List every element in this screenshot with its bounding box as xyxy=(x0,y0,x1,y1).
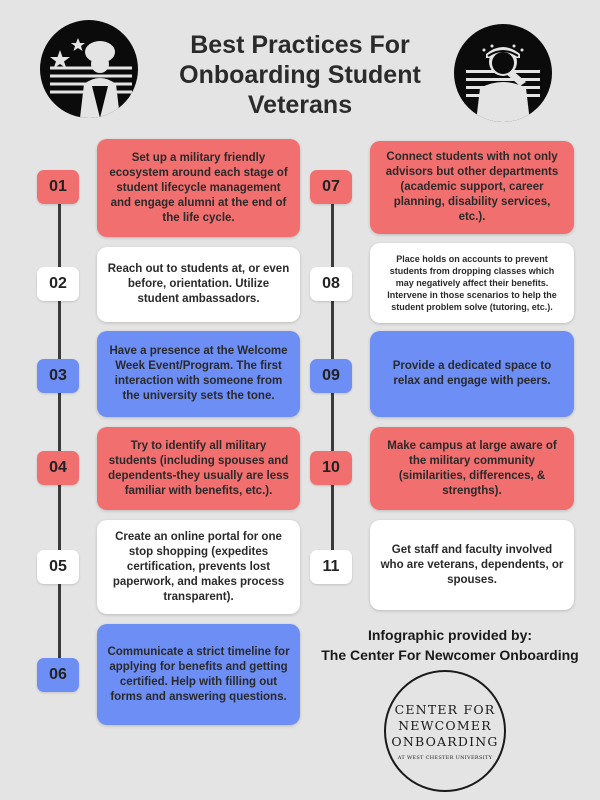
saluting-soldier-badge xyxy=(454,24,552,122)
step-number-11: 11 xyxy=(310,550,352,584)
practice-card-01: Set up a military friendly ecosystem around each stage of student lifecycle management and engage alumni at the end of the life cycle. xyxy=(97,139,300,237)
step-number-07: 07 xyxy=(310,170,352,204)
soldier-with-flag-icon xyxy=(40,20,138,118)
step-number-05: 05 xyxy=(37,550,79,584)
logo-line-2: NEWCOMER xyxy=(398,717,492,733)
practice-card-08: Place holds on accounts to prevent students from dropping classes which may negatively affect their benefits. Intervene in those scenarios to help the student problem solve (tutoring, etc.). xyxy=(370,243,574,323)
step-number-08: 08 xyxy=(310,267,352,301)
practice-card-07: Connect students with not only advisors but other departments (academic support, career planning, disability services, etc.). xyxy=(370,141,574,234)
practice-card-11: Get staff and faculty involved who are veterans, dependents, or spouses. xyxy=(370,520,574,610)
credit-organization: The Center For Newcomer Onboarding xyxy=(321,647,579,663)
credit-label: Infographic provided by: xyxy=(367,627,533,643)
practice-card-02: Reach out to students at, or even before, orientation. Utilize student ambassadors. xyxy=(97,247,300,322)
logo-line-3: ONBOARDING xyxy=(391,733,499,749)
step-number-04: 04 xyxy=(37,451,79,485)
logo-subtitle: AT WEST CHESTER UNIVERSITY xyxy=(397,754,493,761)
practice-card-06: Communicate a strict timeline for applying for benefits and getting certified. Help with filling out forms and answering questions. xyxy=(97,624,300,725)
saluting-soldier-icon xyxy=(454,24,552,122)
logo-line-1: CENTER FOR xyxy=(394,701,496,717)
step-number-01: 01 xyxy=(37,170,79,204)
practice-card-10: Make campus at large aware of the military community (similarities, differences, & strengths). xyxy=(370,427,574,510)
left-timeline-line xyxy=(58,186,61,674)
step-number-09: 09 xyxy=(310,359,352,393)
practice-card-05: Create an online portal for one stop shopping (expedites certification, prevents lost paperwork, and makes process transparent). xyxy=(97,520,300,614)
step-number-03: 03 xyxy=(37,359,79,393)
practice-card-03: Have a presence at the Welcome Week Event/Program. The first interaction with someone from the university sets the tone. xyxy=(97,331,300,417)
practice-card-04: Try to identify all military students (including spouses and dependents-they usually are less familiar with benefits, etc.). xyxy=(97,427,300,510)
step-number-06: 06 xyxy=(37,658,79,692)
practice-card-09: Provide a dedicated space to relax and engage with peers. xyxy=(370,331,574,417)
step-number-02: 02 xyxy=(37,267,79,301)
soldier-with-flag-badge xyxy=(40,20,138,118)
step-number-10: 10 xyxy=(310,451,352,485)
page-title: Best Practices For Onboarding Student Veterans xyxy=(179,31,421,119)
center-logo xyxy=(384,670,506,792)
